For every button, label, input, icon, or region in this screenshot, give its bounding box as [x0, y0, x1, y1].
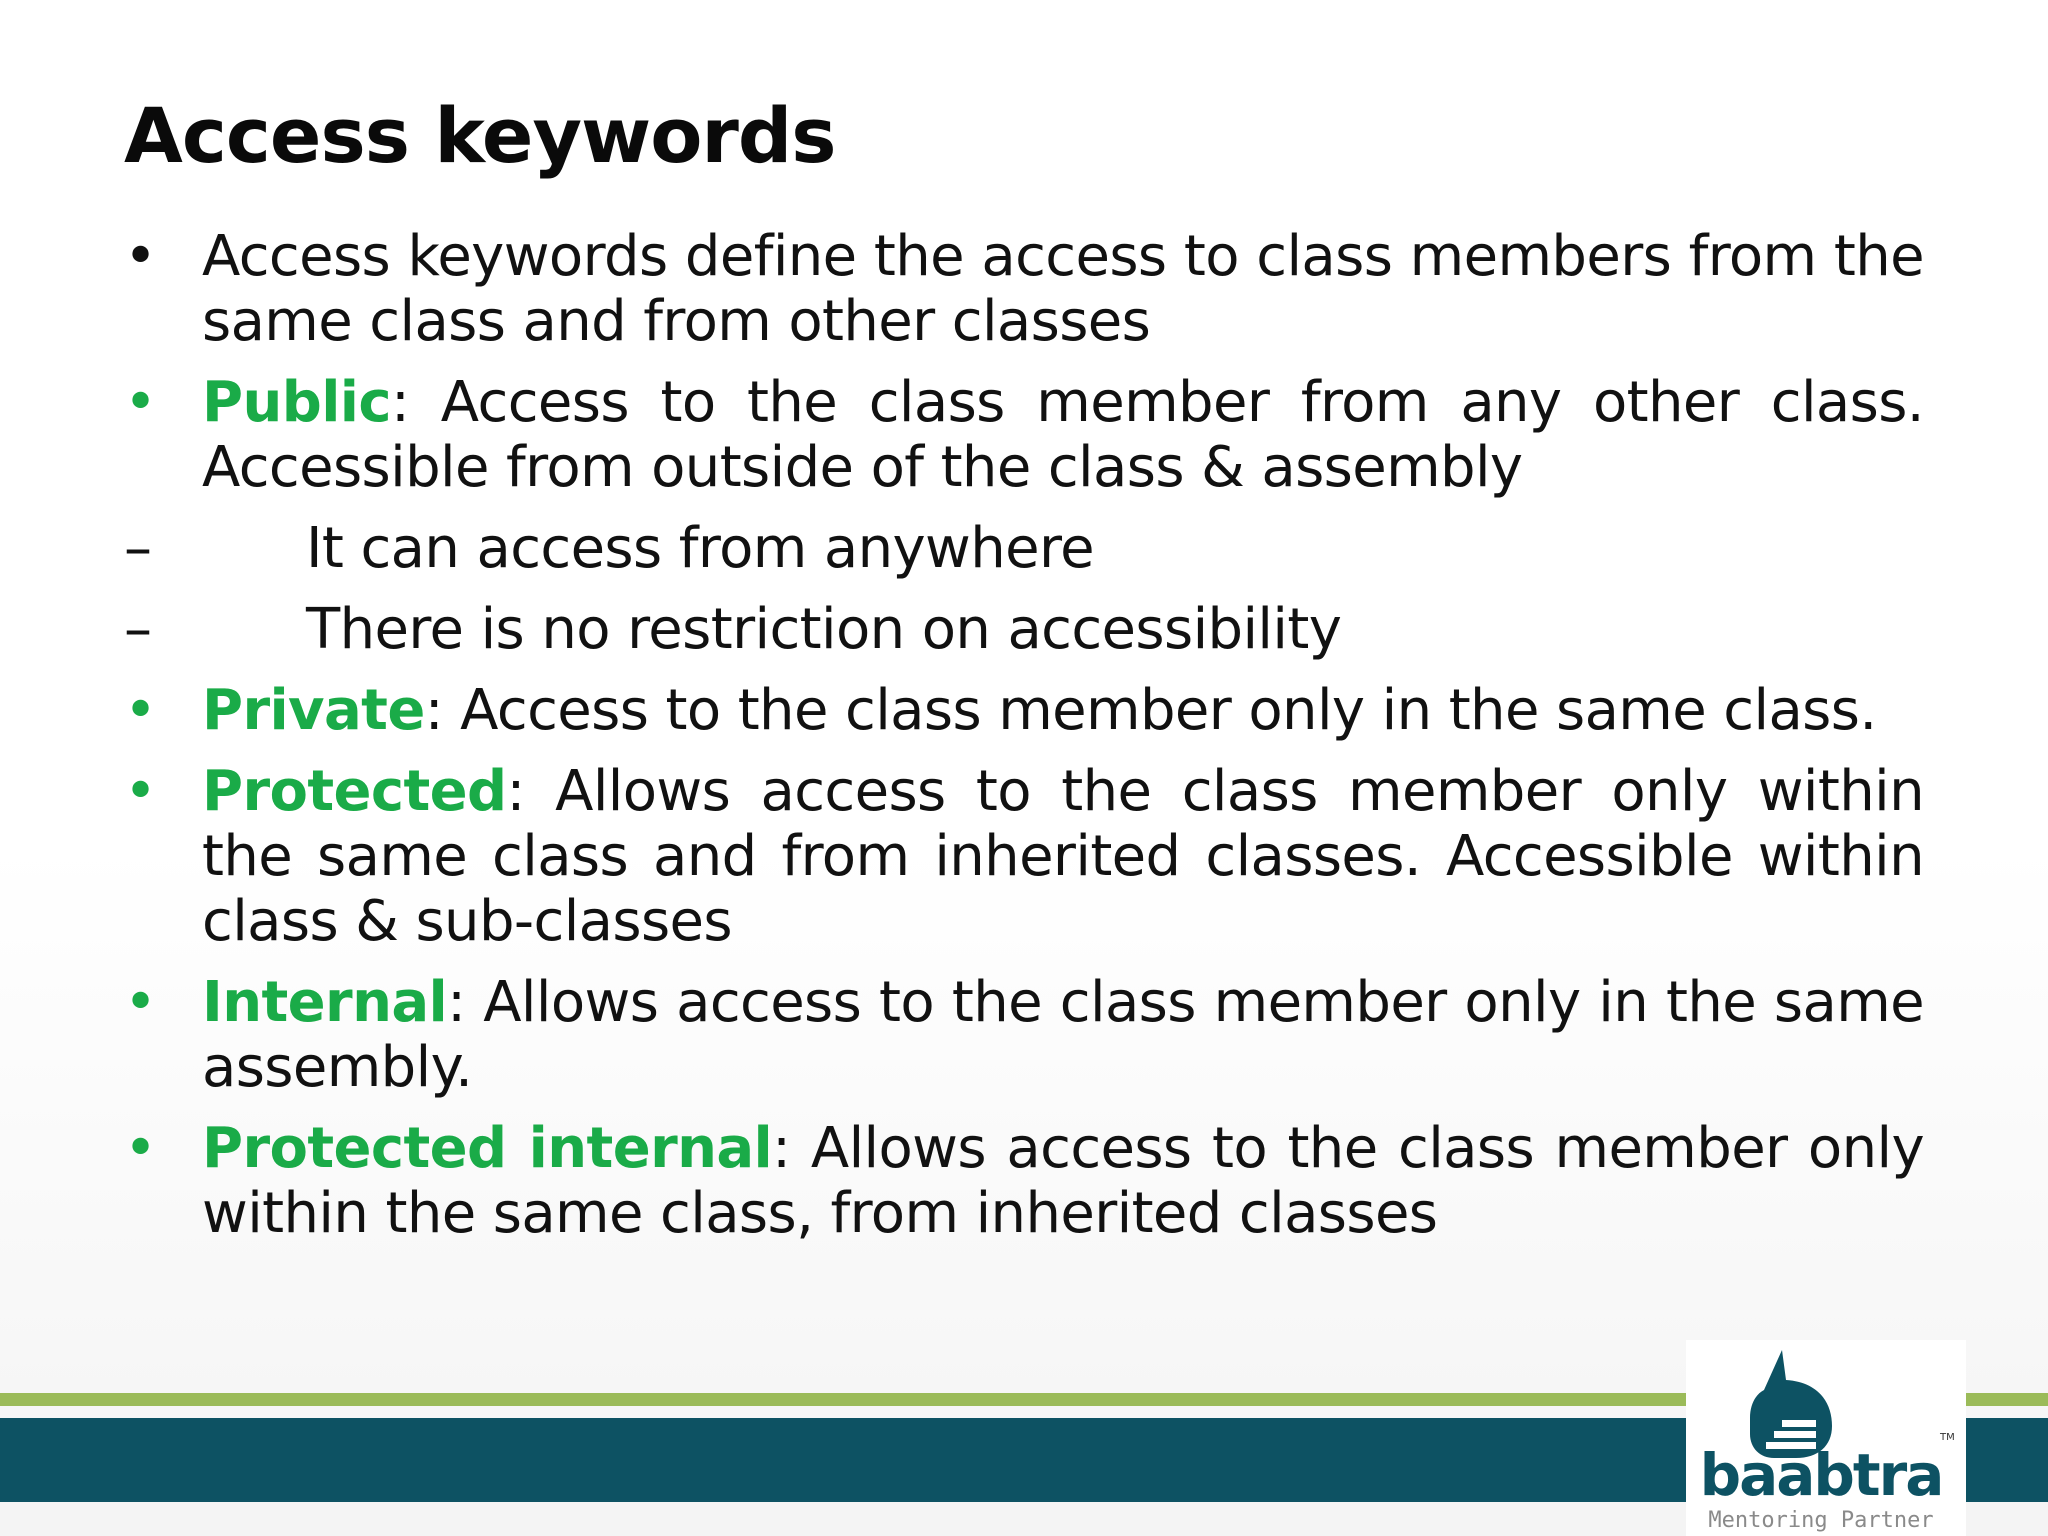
term-public: Public — [202, 370, 391, 435]
item-text: There is no restriction on accessibility — [306, 597, 1342, 662]
logo-tagline: Mentoring Partner — [1708, 1508, 1934, 1533]
list-item-public — [124, 370, 1924, 500]
slide-title: Access keywords — [124, 91, 836, 180]
item-text: : Allows access to the class member only within the same class, from inherited classes — [202, 1116, 1924, 1246]
list-subitem-no-restriction — [124, 597, 1924, 662]
dash-marker: – — [124, 516, 152, 581]
list-subitem-anywhere — [124, 516, 1924, 581]
bullet-list — [124, 224, 1924, 1262]
item-text: : Access to the class member only in the same class. — [424, 678, 1877, 743]
item-text: Access keywords define the access to class members from the same class and from other classes — [202, 224, 1924, 354]
bullet-marker: • — [124, 224, 157, 289]
bullet-marker: • — [124, 1116, 157, 1181]
list-item-intro — [124, 224, 1924, 354]
bullet-marker: • — [124, 678, 157, 743]
list-item-protected-internal — [124, 1116, 1924, 1246]
bullet-marker: • — [124, 759, 157, 824]
list-item-private — [124, 678, 1924, 743]
item-text: : Access to the class member from any other class. Accessible from outside of the class & assembly — [202, 370, 1924, 500]
logo-wordmark: baabtra — [1699, 1441, 1943, 1509]
bullet-marker: • — [124, 370, 157, 435]
list-item-protected — [124, 759, 1924, 954]
item-text: It can access from anywhere — [306, 516, 1095, 581]
term-protected: Protected — [202, 759, 507, 824]
item-text: : Allows access to the class member only in the same assembly. — [202, 970, 1924, 1100]
list-item-internal — [124, 970, 1924, 1100]
baabtra-logo — [1686, 1340, 1966, 1536]
term-private: Private — [202, 678, 425, 743]
dash-marker: – — [124, 597, 152, 662]
term-internal: Internal — [202, 970, 448, 1035]
logo-trademark: TM — [1940, 1432, 1955, 1443]
bullet-marker: • — [124, 970, 157, 1035]
item-text: : Allows access to the class member only within the same class and from inherited classes. Accessible within class & sub-classes — [202, 759, 1924, 954]
term-protected-internal: Protected internal — [202, 1116, 773, 1181]
